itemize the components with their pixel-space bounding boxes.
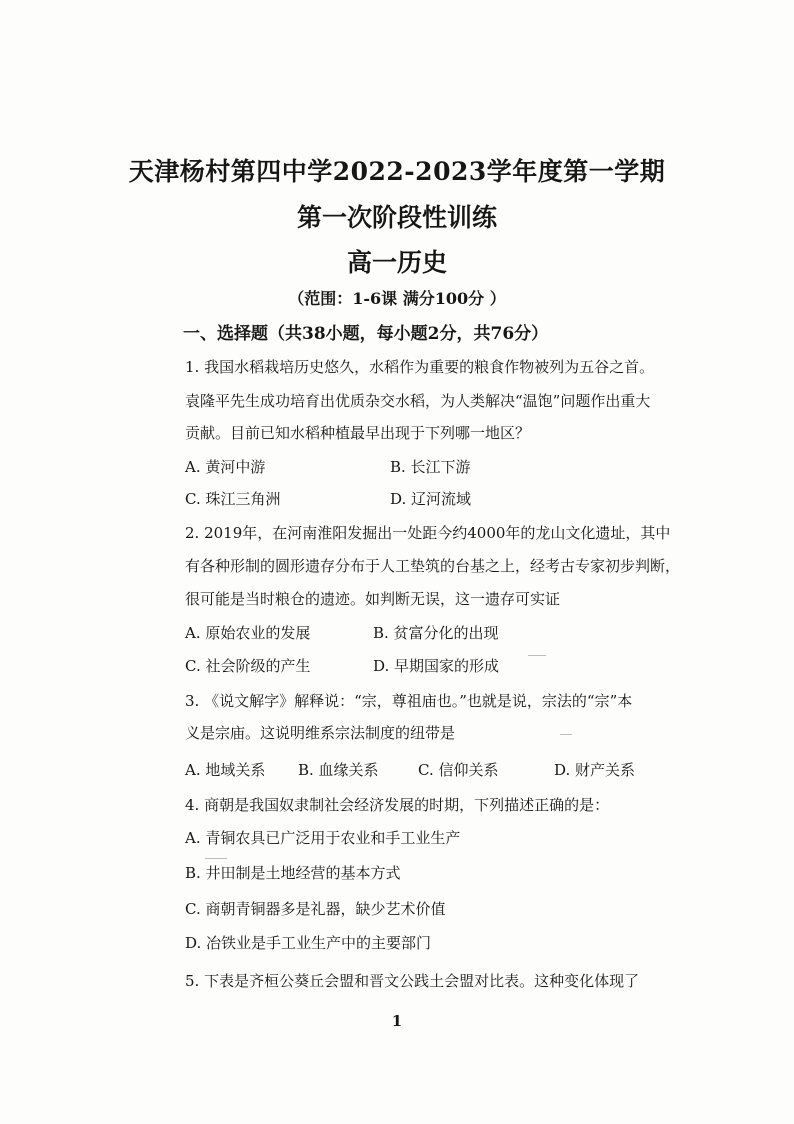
question-4-line-1: 4. 商朝是我国奴隶制社会经济发展的时期，下列描述正确的是： <box>185 796 610 814</box>
question-4-option-c: C. 商朝青铜器多是礼器，缺少艺术价值 <box>185 900 446 918</box>
question-2-line-3: 很可能是当时粮仓的遗迹。如判断无误，这一遗存可实证 <box>185 590 561 608</box>
question-1-option-d: D. 辽河流域 <box>390 490 472 508</box>
scan-mark <box>528 655 546 656</box>
scan-mark <box>205 858 227 859</box>
question-2-option-d: D. 早期国家的形成 <box>373 657 500 675</box>
question-3-line-1: 3. 《说文解字》解释说：“宗，尊祖庙也。”也就是说，宗法的“宗”本 <box>185 692 633 710</box>
exam-subject: 高一历史 <box>346 248 447 277</box>
question-2-line-1: 2. 2019年，在河南淮阳发掘出一处距今约4000年的龙山文化遗址，其中 <box>185 524 671 542</box>
question-3-option-d: D. 财产关系 <box>554 761 636 779</box>
question-1-line-2: 袁隆平先生成功培育出优质杂交水稻，为人类解决“温饱”问题作出重大 <box>185 392 651 410</box>
question-5-line-1: 5. 下表是齐桓公葵丘会盟和晋文公践土会盟对比表。这种变化体现了 <box>185 972 640 990</box>
question-1-option-a: A. 黄河中游 <box>185 458 266 476</box>
question-3-option-c: C. 信仰关系 <box>418 761 499 779</box>
section-heading: 一、选择题（共38小题，每小题2分，共76分） <box>183 324 549 344</box>
question-3-line-2: 义是宗庙。这说明维系宗法制度的纽带是 <box>185 724 456 742</box>
question-4-option-b: B. 井田制是土地经营的基本方式 <box>185 864 401 882</box>
exam-subtitle: 第一次阶段性训练 <box>296 203 497 232</box>
question-4-option-a: A. 青铜农具已广泛用于农业和手工业生产 <box>185 829 461 847</box>
question-2-option-b: B. 贫富分化的出现 <box>373 624 499 642</box>
question-3-option-a: A. 地域关系 <box>185 761 266 779</box>
question-3-option-b: B. 血缘关系 <box>298 761 379 779</box>
question-1-option-c: C. 珠江三角洲 <box>185 490 281 508</box>
question-2-line-2: 有各种形制的圆形遗存分布于人工垫筑的台基之上，经考古专家初步判断， <box>185 557 681 575</box>
question-2-option-a: A. 原始农业的发展 <box>185 624 311 642</box>
question-1-line-1: 1. 我国水稻栽培历史悠久，水稻作为重要的粮食作物被列为五谷之首。 <box>185 358 655 376</box>
question-2-option-c: C. 社会阶级的产生 <box>185 657 311 675</box>
question-1-line-3: 贡献。目前已知水稻种植最早出现于下列哪一地区？ <box>185 424 531 442</box>
scan-mark <box>560 734 572 735</box>
question-1-option-b: B. 长江下游 <box>390 458 471 476</box>
exam-title: 天津杨村第四中学2022-2023学年度第一学期 <box>128 157 666 186</box>
question-4-option-d: D. 冶铁业是手工业生产中的主要部门 <box>185 934 432 952</box>
page-number: 1 <box>391 1012 403 1030</box>
exam-scope: （范围：1-6课 满分100分 ） <box>288 289 506 308</box>
